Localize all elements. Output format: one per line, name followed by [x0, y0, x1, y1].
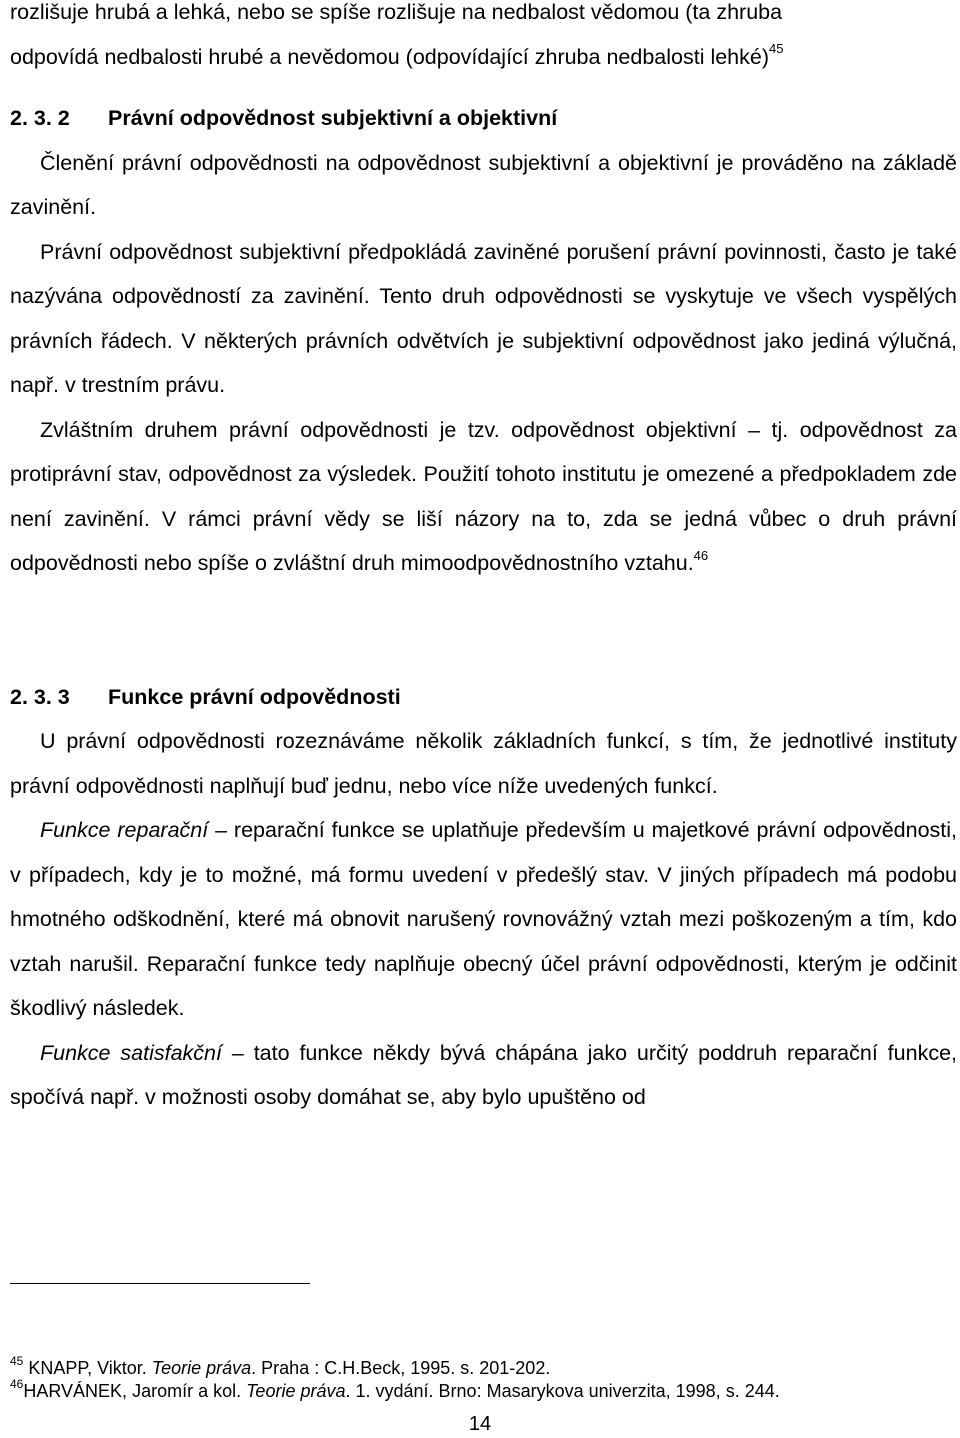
- intro-line-1: [10, 0, 957, 35]
- term-reparacni: Funkce reparační: [40, 818, 209, 842]
- section-title: Funkce právní odpovědnosti: [108, 684, 401, 709]
- section-heading-2-3-3: [10, 675, 957, 720]
- term-satisfakcni: Funkce satisfakční: [40, 1040, 222, 1065]
- paragraph: [10, 1031, 957, 1120]
- footnote-ref-45[interactable]: 45: [769, 41, 784, 57]
- paragraph-text: – reparační funkce se uplatňuje především u majetkové právní odpovědnosti, v případech, kdy je to možné, má formu uvedení v předešlý stav. V jiných případech má podobu hmotného odškodnění, které má obnovit narušený rovnovážný vztah mezi poškozeným a tím, kdo vztah narušil. Reparační funkce tedy naplňuje obecný účel právní odpovědnosti, kterým je odčinit škodlivý následek.: [10, 818, 957, 1020]
- intro-text-1: rozlišuje hrubá a lehká, nebo se spíše rozlišuje na nedbalost vědomou (ta zhruba: [10, 0, 783, 24]
- footnote-rest: . Praha : C.H.Beck, 1995. s. 201-202.: [251, 1358, 551, 1378]
- footnote-ref-46[interactable]: 46: [693, 547, 709, 563]
- section-title: Právní odpovědnost subjektivní a objektivní: [108, 106, 558, 130]
- footnote-title: Teorie práva: [151, 1358, 252, 1378]
- footnote-author: HARVÁNEK, Jaromír a kol.: [23, 1381, 247, 1401]
- footnote-title: Teorie práva: [246, 1381, 346, 1401]
- section-heading-2-3-2: [10, 96, 957, 141]
- paragraph: U právní odpovědnosti rozeznáváme několik základních funkcí, s tím, že jednotlivé instituty právní odpovědnosti naplňují buď jednu, nebo více níže uvedených funkcí.: [10, 729, 957, 798]
- intro-text-2: odpovídá nedbalosti hrubé a nevědomou (odpovídající zhruba nedbalosti lehké): [10, 44, 769, 69]
- intro-line-2: [10, 35, 957, 80]
- paragraph: [10, 408, 957, 586]
- footnote-rest: . 1. vydání. Brno: Masarykova univerzita, 1998, s. 244.: [345, 1381, 780, 1401]
- paragraph: Právní odpovědnost subjektivní předpokládá zaviněné porušení právní povinnosti, často je také nazývána odpovědností za zavinění. Tento druh odpovědnosti se vyskytuje ve všech vyspělých právních řádech. V některých právních odvětvích je subjektivní odpovědnost jako jediná výlučná, např. v trestním právu.: [10, 239, 957, 397]
- paragraph-text: Zvláštním druhem právní odpovědnosti je tzv. odpovědnost objektivní – tj. odpovědnost za protiprávní stav, odpovědnost za výsledek. Použití tohoto institutu je omezené a předpokladem zde není zavinění. V rámci právní vědy se liší názory na to, zda se jedná vůbec o druh právní odpovědnosti nebo spíše o zvláštní druh mimoodpovědnostního vztahu.: [10, 417, 957, 575]
- footnote-46: [10, 1378, 957, 1405]
- footnote-author: KNAPP, Viktor.: [23, 1358, 152, 1378]
- footnotes: [10, 1355, 957, 1405]
- footnote-separator: [10, 1283, 310, 1284]
- paragraph: Členění právní odpovědnosti na odpovědnost subjektivní a objektivní je prováděno na základě zavinění.: [10, 150, 957, 219]
- paragraph-text: – tato funkce někdy bývá chápána jako určitý poddruh reparační funkce, spočívá např. v možnosti osoby domáhat se, aby bylo upuštěno od: [10, 1040, 958, 1109]
- paragraph: [10, 808, 957, 1031]
- section-number: 2. 3. 3: [10, 684, 70, 709]
- footnote-number: 45: [10, 1354, 24, 1368]
- page-body: [10, 0, 957, 1120]
- footnote-number: 46: [10, 1377, 24, 1391]
- section-number: 2. 3. 2: [10, 106, 70, 130]
- page-number: 14: [468, 1413, 492, 1435]
